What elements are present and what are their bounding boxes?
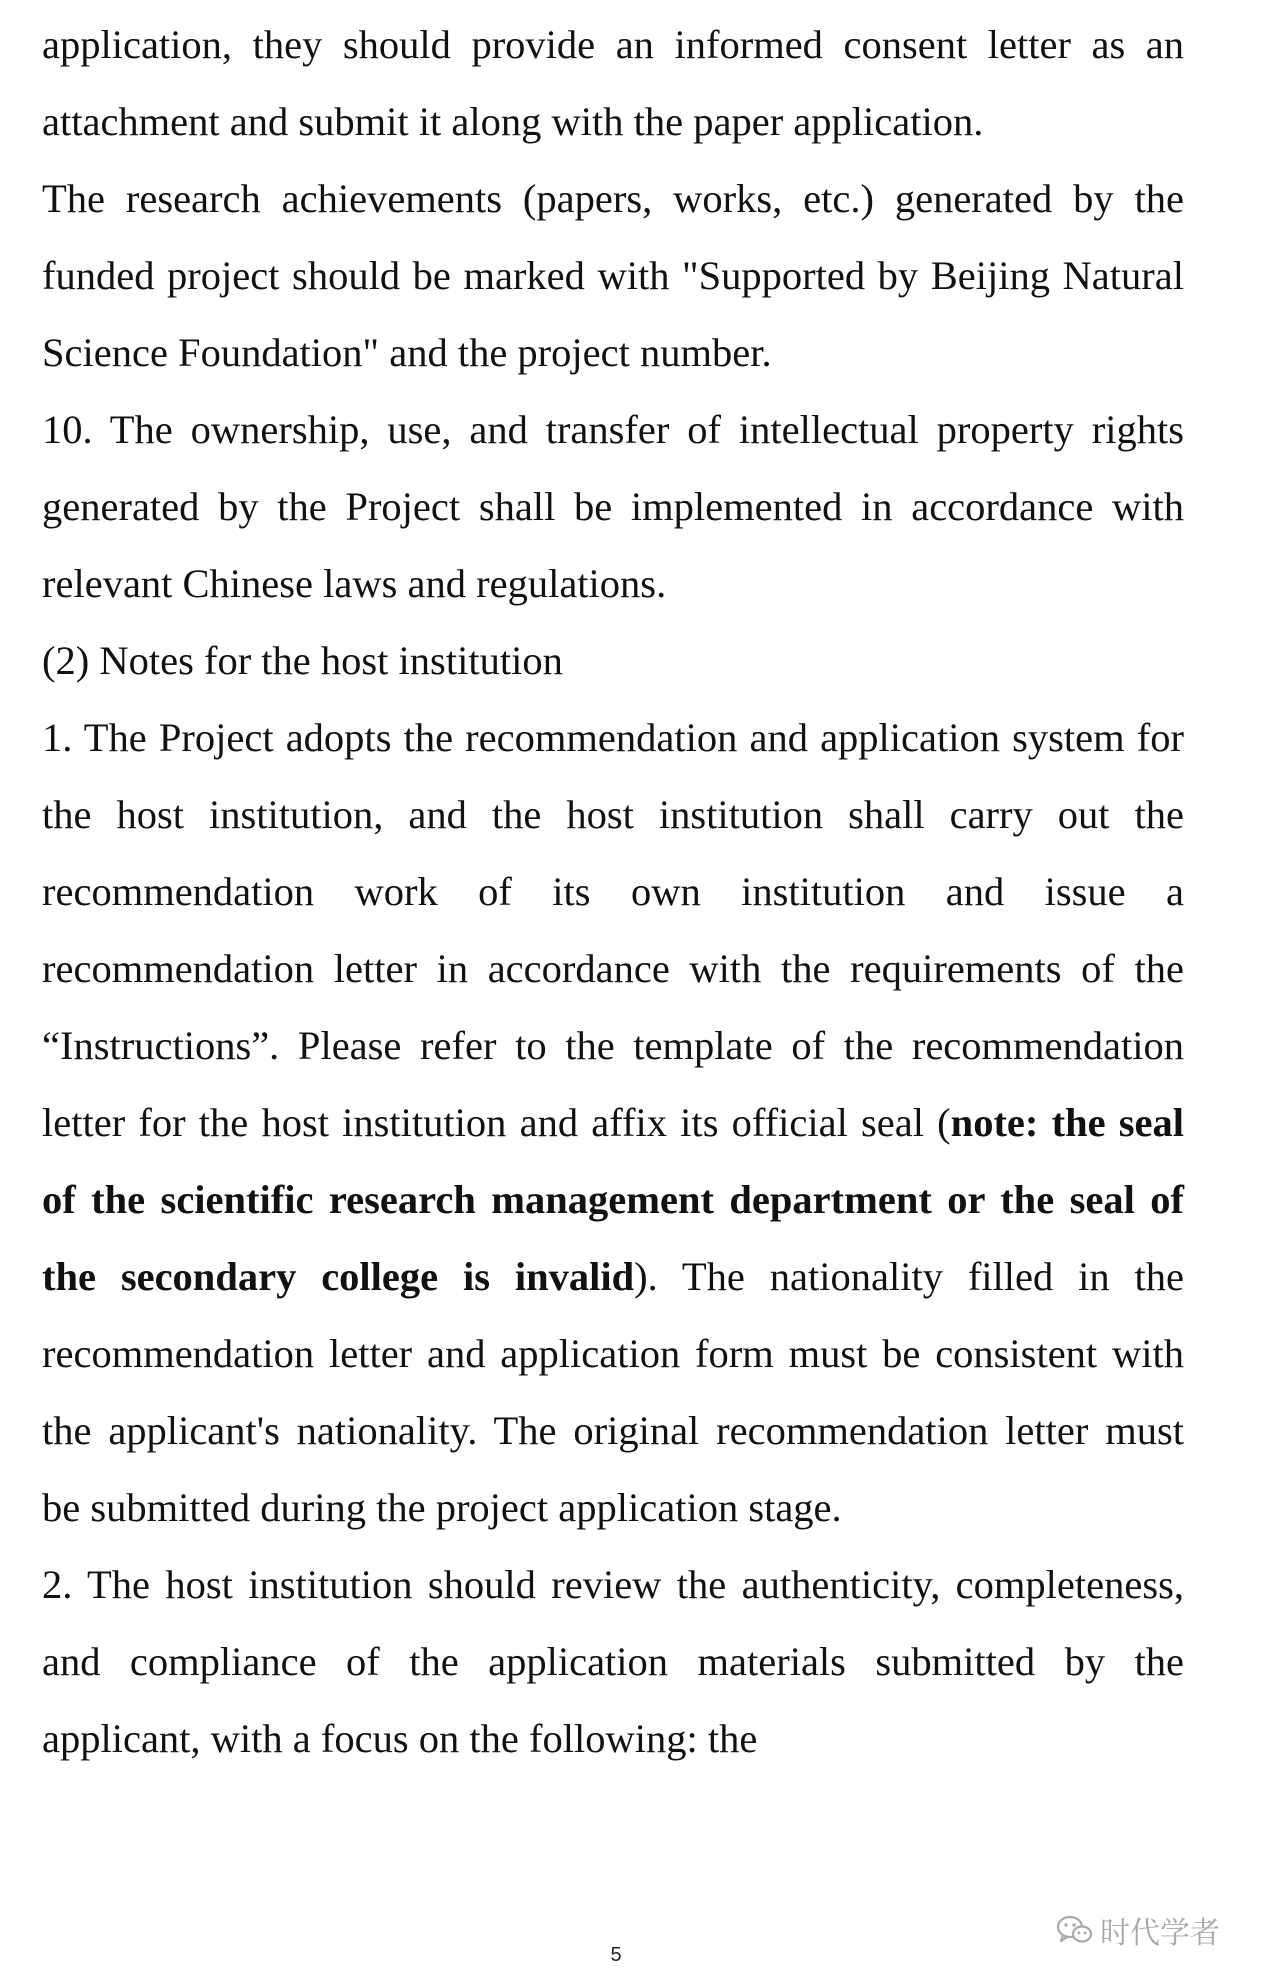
document-body (42, 6, 1184, 1777)
recommendation-text-after: ). The nationality filled in the recommendation letter and application form must be consistent with the applicant's nationality. The original recommendation letter must be submitted during the project application stage. (42, 1254, 1184, 1530)
page-number: 5 (610, 1944, 622, 1966)
wechat-icon (1056, 1914, 1094, 1946)
recommendation-text-before: 1. The Project adopts the recommendation and application system for the host institution, and the host institution shall carry out the recommendation work of its own institution and issue a recommendation letter in accordance with the requirements of the “Instructions”. Please refer to the template of the recommendation letter for the host institution and affix its official seal ( (42, 715, 1184, 1145)
section-heading-host-institution: (2) Notes for the host institution (42, 638, 563, 683)
paragraph-intellectual-property: 10. The ownership, use, and transfer of intellectual property rights generated by the Project shall be implemented in accordance with relevant Chinese laws and regulations. (42, 407, 1184, 606)
paragraph-consent-letter: application, they should provide an informed consent letter as an attachment and submit it along with the paper application. (42, 22, 1184, 144)
watermark-text: 时代学者 (1100, 1916, 1220, 1951)
seal-invalid-note: note: the seal of the scientific research management department or the seal of the secondary college is invalid (42, 1100, 1184, 1299)
paragraph-host-review: 2. The host institution should review the authenticity, completeness, and compliance of the application materials submitted by the applicant, with a focus on the following: the (42, 1562, 1184, 1761)
paragraph-research-achievements: The research achievements (papers, works, etc.) generated by the funded project should be marked with "Supported by Beijing Natural Science Foundation" and the project number. (42, 176, 1184, 375)
paragraph-recommendation-system (42, 699, 1184, 1546)
